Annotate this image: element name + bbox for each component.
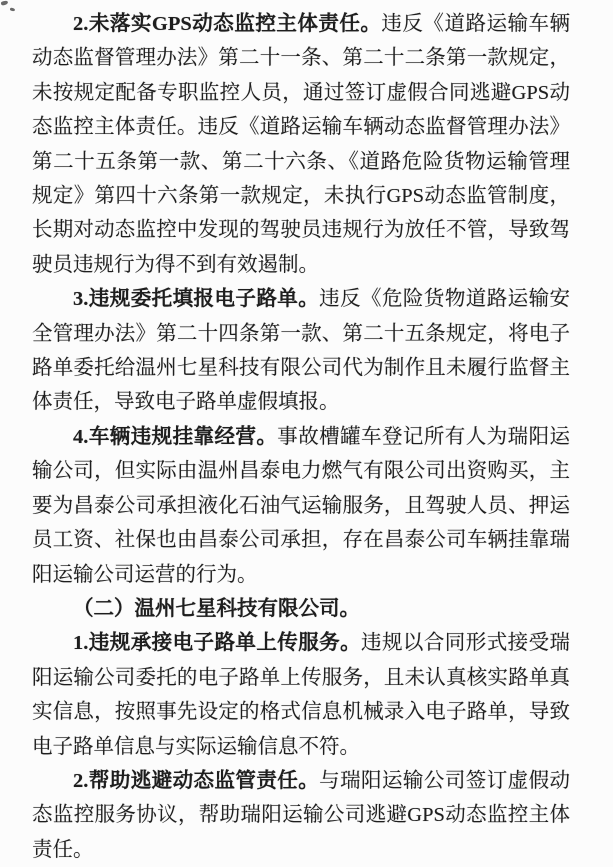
scan-artifact-speck [10, 8, 16, 12]
paragraph-body: 违反《道路运输车辆动态监督管理办法》第二十一条、第二十二条第一款规定，未按规定配备专职监控人员，通过签订虚假合同逃避GPS动态监控主体责任。违反《道路运输车辆动态监督管理办法》第二十五条第一款、第二十六条、《道路危险货物运输管理规定》第四十六条第一款规定，未执行GPS动态监管制度，长期对动态监控中发现的驾驶员违规行为放任不管，导致驾驶员违规行为得不到有效遏制。 [32, 13, 570, 276]
paragraph-lead: 4.车辆违规挂靠经营。 [73, 425, 278, 448]
violation-paragraph-2 [32, 282, 570, 420]
paragraph-lead: 2.帮助逃避动态监管责任。 [73, 769, 320, 792]
section-heading [32, 592, 570, 626]
paragraph-lead: 1.违规承接电子路单上传服务。 [73, 632, 362, 655]
scan-artifact-speck [1, 0, 9, 6]
paragraph-body: 违反《危险货物道路运输安全管理办法》第二十四条第一款、第二十五条规定，将电子路单委托给温州七星科技有限公司代为制作且未履行监督主体责任，导致电子路单虚假填报。 [32, 288, 571, 414]
document-content [32, 7, 570, 867]
violation-paragraph-5 [32, 626, 570, 764]
violation-paragraph-1 [32, 7, 570, 282]
violation-paragraph-6 [32, 764, 570, 867]
paragraph-lead: 3.违规委托填报电子路单。 [73, 288, 320, 311]
paragraph-body: 与瑞阳运输公司签订虚假动态监控服务协议，帮助瑞阳运输公司逃避GPS动态监控主体责任。 [32, 769, 571, 861]
paragraph-body: 事故槽罐车登记所有人为瑞阳运输公司，但实际由温州昌泰电力燃气有限公司出资购买，主要为昌泰公司承担液化石油气运输服务，且驾驶人员、押运员工资、社保也由昌泰公司承担，存在昌泰公司车辆挂靠瑞阳运输公司运营的行为。 [32, 425, 571, 586]
paragraph-lead: 2.未落实GPS动态监控主体责任。 [73, 13, 382, 35]
violation-paragraph-3 [32, 420, 570, 592]
paragraph-body: 违规以合同形式接受瑞阳运输公司委托的电子路单上传服务，且未认真核实路单真实信息，按照事先设定的格式信息机械录入电子路单，导致电子路单信息与实际运输信息不符。 [32, 632, 571, 758]
paragraph-lead: （二）温州七星科技有限公司。 [73, 597, 360, 620]
